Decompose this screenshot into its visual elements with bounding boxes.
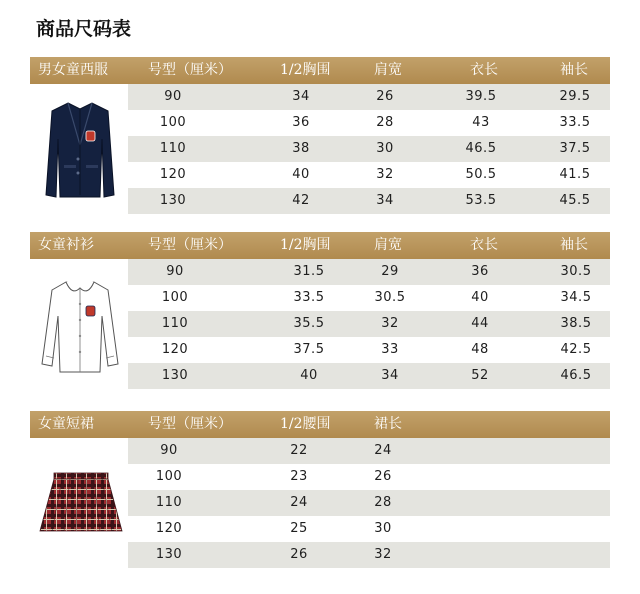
table-row <box>128 188 610 214</box>
cell-waist: 23 <box>290 469 308 484</box>
plaid-skirt-illustration <box>38 471 124 537</box>
cell-size: 120 <box>161 342 189 357</box>
cell-chest: 34 <box>292 89 310 104</box>
cell-size: 110 <box>159 141 187 156</box>
table-row <box>128 136 610 162</box>
table-row <box>128 259 610 285</box>
cell-chest: 38 <box>292 141 310 156</box>
cell-size: 100 <box>155 469 183 484</box>
blazer-illustration <box>42 99 118 203</box>
blouse-size-table <box>30 232 610 390</box>
cell-shoulder: 26 <box>376 89 394 104</box>
table-row <box>128 285 610 311</box>
table-row <box>128 110 610 136</box>
cell-shoulder: 30 <box>376 141 394 156</box>
cell-shoulder: 32 <box>376 167 394 182</box>
header-length: 衣长 <box>470 237 498 253</box>
header-length: 衣长 <box>470 62 498 78</box>
cell-size: 100 <box>161 290 189 305</box>
skirt-size-table <box>30 411 610 569</box>
cell-sleeve: 37.5 <box>559 141 591 156</box>
table-header <box>30 411 610 438</box>
blouse-illustration <box>38 276 122 376</box>
table-row <box>128 162 610 188</box>
header-sleeve: 袖长 <box>560 62 588 78</box>
cell-sleeve: 38.5 <box>560 316 592 331</box>
cell-waist: 22 <box>290 443 308 458</box>
cell-size: 130 <box>161 368 189 383</box>
table-row <box>128 84 610 110</box>
cell-skirt-length: 32 <box>374 547 392 562</box>
cell-shoulder: 32 <box>381 316 399 331</box>
cell-sleeve: 33.5 <box>559 115 591 130</box>
cell-shoulder: 33 <box>381 342 399 357</box>
header-sleeve: 袖长 <box>560 237 588 253</box>
cell-skirt-length: 24 <box>374 443 392 458</box>
cell-shoulder: 29 <box>381 264 399 279</box>
page-title: 商品尺码表 <box>36 18 132 40</box>
cell-size: 90 <box>160 443 178 458</box>
cell-size: 110 <box>155 495 183 510</box>
cell-chest: 42 <box>292 193 310 208</box>
cell-skirt-length: 26 <box>374 469 392 484</box>
header-shoulder: 肩宽 <box>374 62 402 78</box>
cell-waist: 25 <box>290 521 308 536</box>
table-row <box>128 337 610 363</box>
cell-chest: 36 <box>292 115 310 130</box>
cell-size: 100 <box>159 115 187 130</box>
table-header <box>30 57 610 84</box>
cell-sleeve: 41.5 <box>559 167 591 182</box>
cell-waist: 26 <box>290 547 308 562</box>
cell-size: 90 <box>164 89 182 104</box>
cell-sleeve: 34.5 <box>560 290 592 305</box>
table-name: 女童短裙 <box>38 416 94 432</box>
header-size: 号型（厘米） <box>148 416 232 432</box>
cell-size: 130 <box>155 547 183 562</box>
cell-sleeve: 42.5 <box>560 342 592 357</box>
cell-length: 53.5 <box>465 193 497 208</box>
cell-sleeve: 30.5 <box>560 264 592 279</box>
cell-skirt-length: 30 <box>374 521 392 536</box>
cell-chest: 37.5 <box>293 342 325 357</box>
cell-chest: 31.5 <box>293 264 325 279</box>
cell-size: 120 <box>159 167 187 182</box>
cell-size: 110 <box>161 316 189 331</box>
cell-shoulder: 28 <box>376 115 394 130</box>
cell-shoulder: 34 <box>376 193 394 208</box>
header-waist: 1/2腰围 <box>280 416 331 432</box>
cell-size: 130 <box>159 193 187 208</box>
cell-sleeve: 29.5 <box>559 89 591 104</box>
cell-chest: 40 <box>292 167 310 182</box>
cell-shoulder: 30.5 <box>374 290 406 305</box>
cell-size: 90 <box>166 264 184 279</box>
table-row <box>128 542 610 568</box>
cell-length: 48 <box>471 342 489 357</box>
cell-length: 46.5 <box>465 141 497 156</box>
header-chest: 1/2胸围 <box>280 62 331 78</box>
cell-length: 40 <box>471 290 489 305</box>
cell-chest: 35.5 <box>293 316 325 331</box>
header-shoulder: 肩宽 <box>374 237 402 253</box>
cell-length: 44 <box>471 316 489 331</box>
cell-length: 50.5 <box>465 167 497 182</box>
cell-size: 120 <box>155 521 183 536</box>
header-chest: 1/2胸围 <box>280 237 331 253</box>
blazer-size-table <box>30 57 610 215</box>
table-name: 女童衬衫 <box>38 237 94 253</box>
table-row <box>128 516 610 542</box>
cell-length: 39.5 <box>465 89 497 104</box>
cell-chest: 33.5 <box>293 290 325 305</box>
header-size: 号型（厘米） <box>148 62 232 78</box>
table-name: 男女童西服 <box>38 62 108 78</box>
cell-skirt-length: 28 <box>374 495 392 510</box>
table-row <box>128 490 610 516</box>
header-skirt-length: 裙长 <box>374 416 402 432</box>
cell-chest: 40 <box>300 368 318 383</box>
cell-shoulder: 34 <box>381 368 399 383</box>
cell-sleeve: 46.5 <box>560 368 592 383</box>
cell-length: 43 <box>472 115 490 130</box>
table-row <box>128 464 610 490</box>
cell-sleeve: 45.5 <box>559 193 591 208</box>
table-header <box>30 232 610 259</box>
table-row <box>128 438 610 464</box>
header-size: 号型（厘米） <box>148 237 232 253</box>
cell-length: 52 <box>471 368 489 383</box>
table-row <box>128 363 610 389</box>
cell-length: 36 <box>471 264 489 279</box>
table-row <box>128 311 610 337</box>
cell-waist: 24 <box>290 495 308 510</box>
